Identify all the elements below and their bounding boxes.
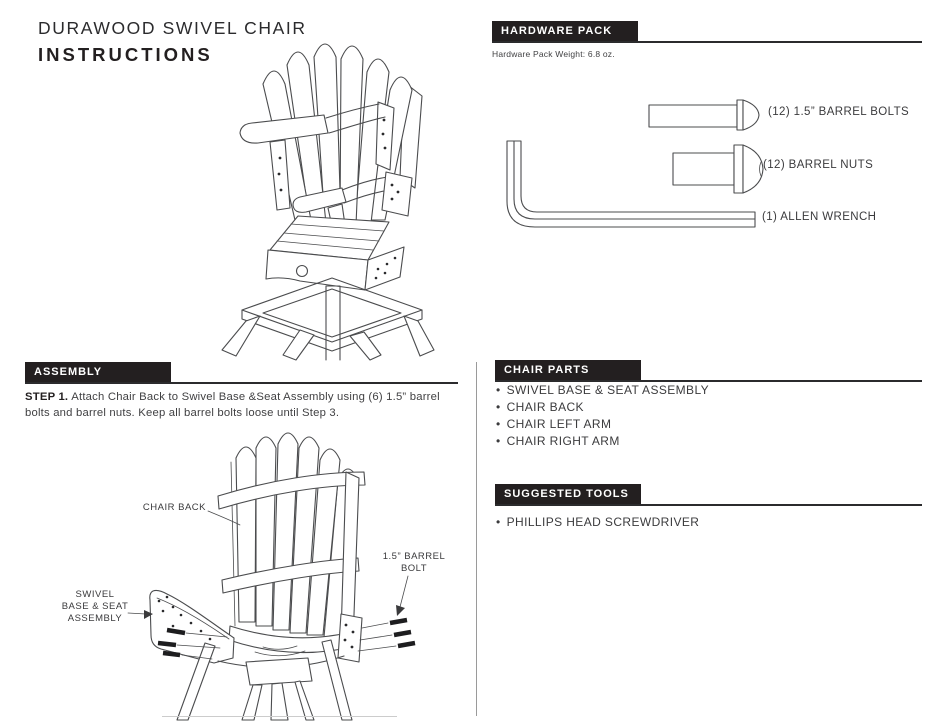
chair-part-item: [496, 434, 620, 448]
suggested-tools-rule: [495, 504, 922, 506]
step-number: STEP 1.: [25, 391, 69, 403]
step-instructions: Attach Chair Back to Swivel Base &Seat Assembly using (6) 1.5” barrel bolts and barrel nuts. Keep all barrel bolts loose until Step 3.: [25, 391, 440, 419]
assembly-header: ASSEMBLY: [25, 362, 171, 383]
swivel-base-callout-line3: ASSEMBLY: [67, 613, 123, 624]
doc-subtitle: INSTRUCTIONS: [38, 44, 213, 65]
bullet-glyph: •: [496, 515, 501, 529]
barrel-bolt-callout-line1: 1.5” BARREL: [382, 551, 446, 562]
chair-parts-rule: [495, 380, 922, 382]
hardware-pack-rule: [492, 41, 922, 43]
bullet-glyph: •: [496, 383, 501, 397]
column-divider: [476, 362, 477, 716]
chair-part-label: SWIVEL BASE & SEAT ASSEMBLY: [506, 383, 710, 397]
barrel-nuts-label: (12) BARREL NUTS: [763, 159, 874, 171]
swivel-base-callout-line2: BASE & SEAT: [61, 601, 129, 612]
bullet-glyph: •: [496, 417, 501, 431]
barrel-bolts-label: (12) 1.5” BARREL BOLTS: [768, 106, 910, 118]
hardware-pack-weight: Hardware Pack Weight: 6.8 oz.: [492, 49, 615, 59]
swivel-base-callout-line1: SWIVEL: [75, 589, 115, 600]
suggested-tool-label: PHILLIPS HEAD SCREWDRIVER: [506, 515, 700, 529]
assembly-diagram: [50, 430, 470, 720]
barrel-bolt-callout: [378, 551, 450, 575]
allen-wrench-label: (1) ALLEN WRENCH: [762, 211, 877, 223]
chair-part-label: CHAIR BACK: [506, 400, 584, 414]
assembly-step-1: [25, 390, 443, 421]
suggested-tool-item: [496, 515, 699, 529]
assembly-rule: [25, 382, 458, 384]
chair-back-callout: CHAIR BACK: [142, 502, 206, 513]
swivel-base-callout: [56, 589, 134, 625]
suggested-tools-header: SUGGESTED TOOLS: [495, 484, 641, 505]
hardware-pack-header: HARDWARE PACK: [492, 21, 638, 42]
barrel-bolt-callout-line2: BOLT: [400, 563, 428, 574]
chair-part-label: CHAIR RIGHT ARM: [506, 434, 620, 448]
chair-part-item: [496, 417, 611, 431]
barrel-bolt-illustration: [648, 97, 760, 133]
chair-part-item: [496, 383, 709, 397]
allen-wrench-illustration: [505, 141, 757, 229]
chair-part-item: [496, 400, 584, 414]
doc-title: DURAWOOD SWIVEL CHAIR: [38, 18, 307, 38]
chair-part-label: CHAIR LEFT ARM: [506, 417, 612, 431]
swivel-chair-illustration: [182, 20, 482, 360]
bullet-glyph: •: [496, 434, 501, 448]
chair-parts-header: CHAIR PARTS: [495, 360, 641, 381]
diagram-clip-edge: [162, 716, 397, 717]
bullet-glyph: •: [496, 400, 501, 414]
